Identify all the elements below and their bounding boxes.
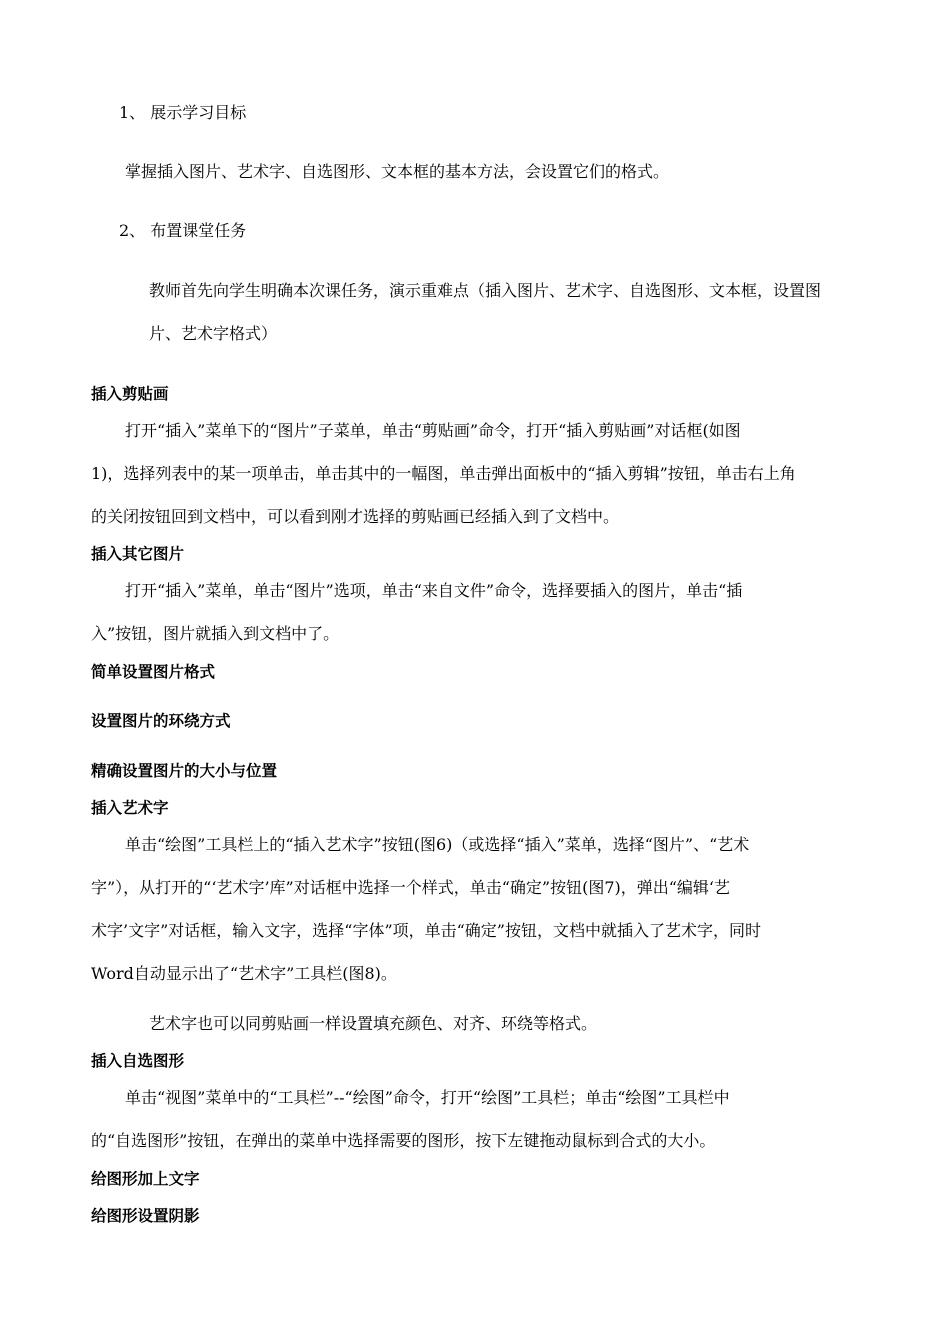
section-heading-tasks: 2、 布置课堂任务: [119, 221, 247, 240]
heading-shape-text: 给图形加上文字: [91, 1170, 200, 1188]
objectives-text: 掌握插入图片、艺术字、自选图形、文本框的基本方法，会设置它们的格式。: [125, 162, 670, 181]
clipart-text-line3: 的关闭按钮回到文档中，可以看到刚才选择的剪贴画已经插入到了文档中。: [91, 507, 620, 526]
tasks-text-line1: 教师首先向学生明确本次课任务，演示重难点（插入图片、艺术字、自选图形、文本框，设置图: [149, 281, 822, 300]
heading-simple-picture-format: 简单设置图片格式: [91, 663, 216, 681]
heading-insert-clipart: 插入剪贴画: [91, 385, 169, 403]
wordart-text-line1: 单击“绘图”工具栏上的“插入艺术字”按钮(图6)（或选择“插入”菜单，选择“图片”、“艺术: [125, 835, 750, 854]
tasks-text-line2: 片、艺术字格式）: [149, 324, 278, 343]
heading-insert-wordart: 插入艺术字: [91, 799, 169, 817]
section-heading-objectives: 1、 展示学习目标: [119, 103, 247, 122]
wordart-text-line3: 术字’文字”对话框，输入文字，选择“字体”项，单击“确定”按钮，文档中就插入了艺术字，同时: [91, 921, 761, 940]
heading-insert-other-pictures: 插入其它图片: [91, 545, 185, 563]
clipart-text-line1: 打开“插入”菜单下的“图片”子菜单，单击“剪贴画”命令，打开“插入剪贴画”对话框(如图: [125, 421, 741, 440]
autoshape-text-line2: 的“自选图形”按钮，在弹出的菜单中选择需要的图形，按下左键拖动鼠标到合式的大小。: [91, 1131, 716, 1150]
wordart-text-line4: Word自动显示出了“艺术字”工具栏(图8)。: [91, 964, 397, 983]
wordart-text-line2: 字”），从打开的“‘艺术字’库”对话框中选择一个样式，单击“确定”按钮(图7)，弹出“编辑‘艺: [91, 878, 731, 897]
heading-insert-autoshape: 插入自选图形: [91, 1052, 185, 1070]
other-pictures-text-line2: 入”按钮，图片就插入到文档中了。: [91, 624, 340, 643]
heading-wrap-mode: 设置图片的环绕方式: [91, 712, 231, 730]
autoshape-text-line1: 单击“视图”菜单中的“工具栏”--“绘图”命令，打开“绘图”工具栏；单击“绘图”工具栏中: [125, 1088, 730, 1107]
wordart-text-line5: 艺术字也可以同剪贴画一样设置填充颜色、对齐、环绕等格式。: [149, 1014, 598, 1033]
other-pictures-text-line1: 打开“插入”菜单，单击“图片”选项，单击“来自文件”命令，选择要插入的图片，单击“插: [125, 581, 743, 600]
clipart-text-line2: 1)，选择列表中的某一项单击，单击其中的一幅图，单击弹出面板中的“插入剪辑”按钮，单击右上角: [91, 464, 796, 483]
heading-size-position: 精确设置图片的大小与位置: [91, 762, 278, 780]
heading-shape-shadow: 给图形设置阴影: [91, 1207, 200, 1225]
